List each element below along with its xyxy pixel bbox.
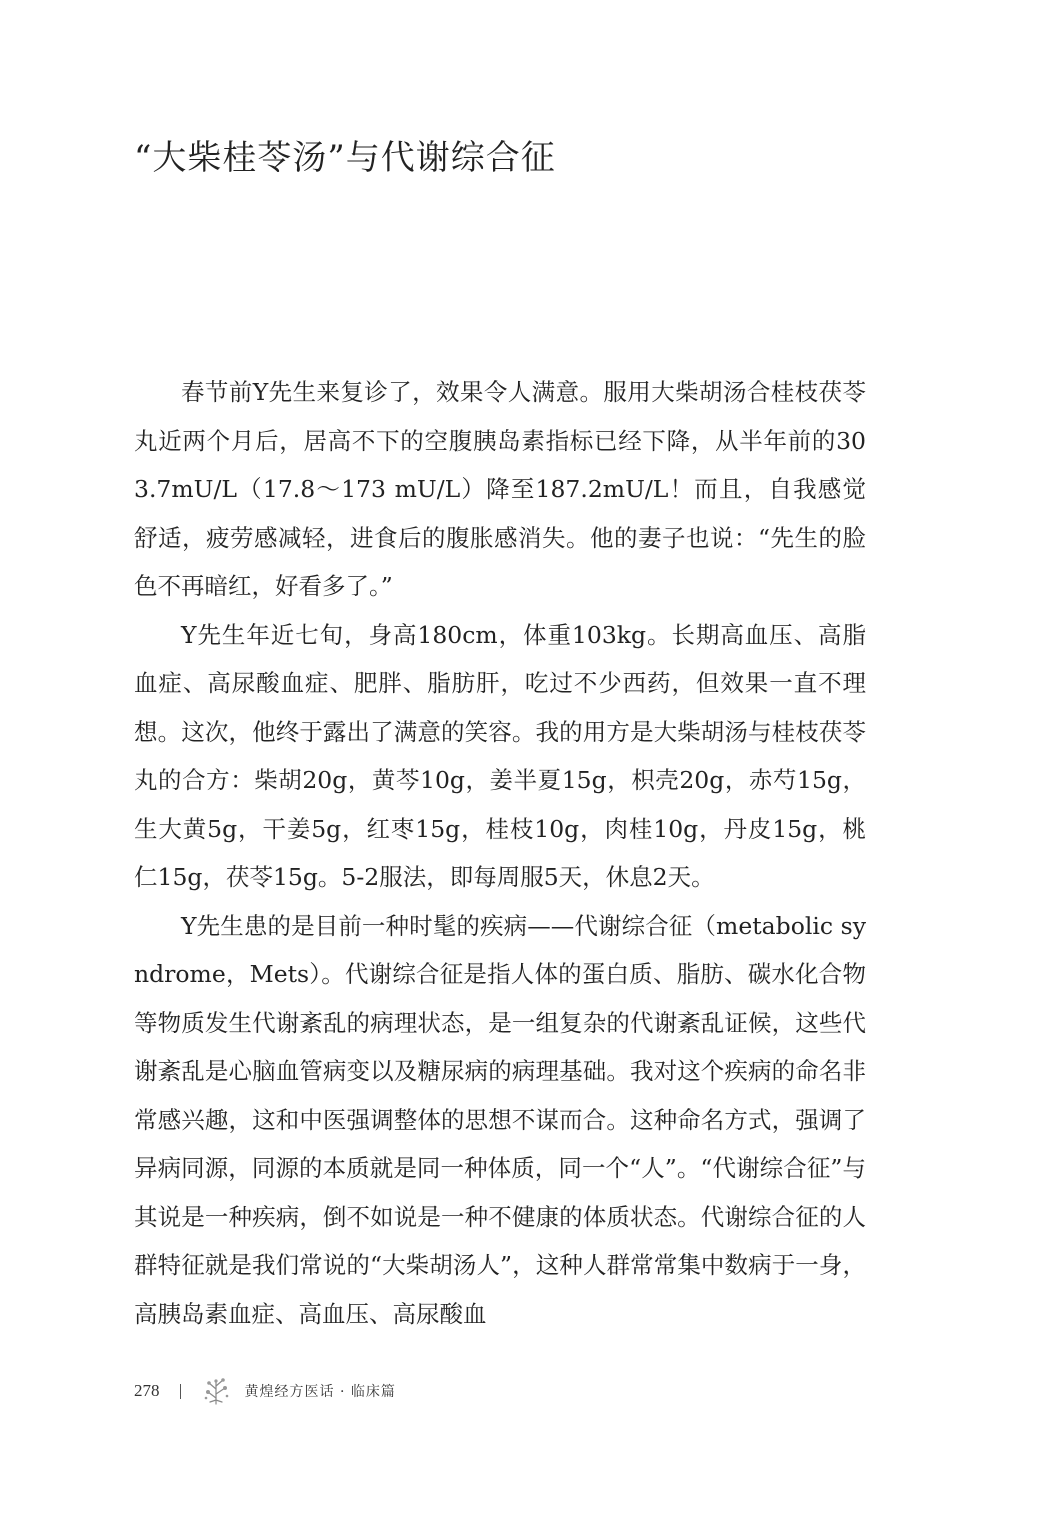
paragraph: Y先生年近七旬，身高180cm，体重103kg。长期高血压、高脂血症、高尿酸血症、肥胖、脂肪肝，吃过不少西药，但效果一直不理想。这次，他终于露出了满意的笑容。我的用方是大柴胡汤与桂枝茯苓丸的合方：柴胡20g，黄芩10g，姜半夏15g，枳壳20g，赤芍15g，生大黄5g，干姜5g，红枣15g，桂枝10g，肉桂10g，丹皮15g，桃仁15g，茯苓15g。5-2服法，即每周服5天，休息2天。 xyxy=(134,620,866,891)
page-footer xyxy=(134,1376,396,1406)
article-body xyxy=(134,368,866,1338)
article-title: “大柴桂苓汤”与代谢综合征 xyxy=(134,138,556,178)
book-title: 黄煌经方医话 · 临床篇 xyxy=(244,1384,396,1400)
plant-sketch-logo-icon xyxy=(201,1376,231,1406)
paragraph: Y先生患的是目前一种时髦的疾病——代谢综合征（metabolic syndrome，Mets）。代谢综合征是指人体的蛋白质、脂肪、碳水化合物等物质发生代谢紊乱的病理状态，是一组复杂的代谢紊乱证候，这些代谢紊乱是心脑血管病变以及糖尿病的病理基础。我对这个疾病的命名非常感兴趣，这和中医强调整体的思想不谋而合。这种命名方式，强调了异病同源，同源的本质就是同一种体质，同一个“人”。“代谢综合征”与其说是一种疾病，倒不如说是一种不健康的体质状态。代谢综合征的人群特征就是我们常说的“大柴胡汤人”，这种人群常常集中数病于一身，高胰岛素血症、高血压、高尿酸血 xyxy=(134,911,866,1328)
paragraph: 春节前Y先生来复诊了，效果令人满意。服用大柴胡汤合桂枝茯苓丸近两个月后，居高不下的空腹胰岛素指标已经下降，从半年前的303.7mU/L（17.8～173 mU/L）降至187.2mU/L！而且，自我感觉舒适，疲劳感减轻，进食后的腹胀感消失。他的妻子也说：“先生的脸色不再暗红，好看多了。” xyxy=(134,378,866,600)
footer-divider xyxy=(180,1384,181,1399)
page-number: 278 xyxy=(134,1381,160,1400)
